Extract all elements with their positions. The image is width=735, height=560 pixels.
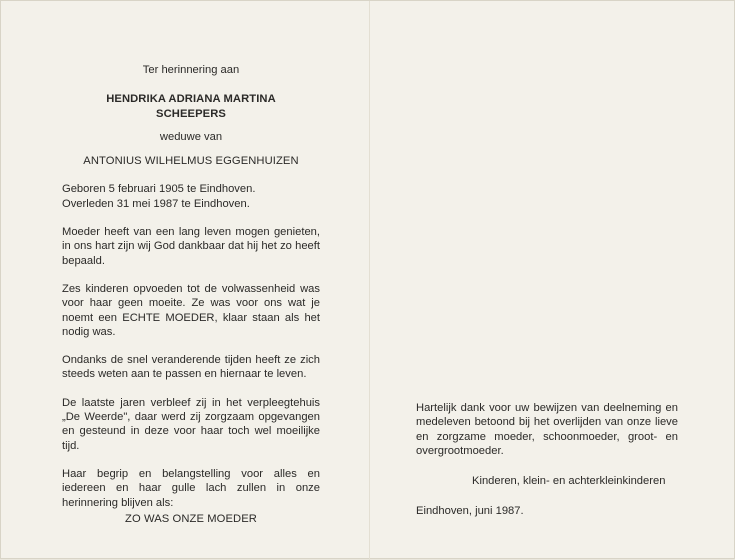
paragraph-2: Zes kinderen opvoeden tot de volwassenheid was voor haar geen moeite. Ze was voor ons wat je noemt een ECHTE MOEDER, klaar staan als het nodig was. xyxy=(62,282,320,338)
left-page xyxy=(62,63,320,526)
closing-line: ZO WAS ONZE MOEDER xyxy=(125,512,257,525)
right-page xyxy=(416,401,678,519)
death-line: Overleden 31 mei 1987 te Eindhoven. xyxy=(62,197,250,210)
place-date-line: Eindhoven, juni 1987. xyxy=(416,505,524,518)
deceased-name-line1: HENDRIKA ADRIANA MARTINA xyxy=(106,93,276,106)
thanks-paragraph: Hartelijk dank voor uw bewijzen van deelneming en medeleven betoond bij het overlijden van onze lieve en zorgzame moeder, schoonmoeder, groot- en overgrootmoeder. xyxy=(416,402,678,457)
spouse-name: ANTONIUS WILHELMUS EGGENHUIZEN xyxy=(83,155,299,168)
intro-text: Ter herinnering aan xyxy=(142,64,240,76)
relation-text: weduwe van xyxy=(159,130,223,143)
card-fold xyxy=(369,1,370,560)
paragraph-5: Haar begrip en belangstelling voor alles en iedereen en haar gulle lach zullen in onze herinnering blijven als: xyxy=(62,467,320,509)
paragraph-3: Ondanks de snel veranderende tijden heeft ze zich steeds weten aan te passen en hiernaar te leven. xyxy=(62,354,320,381)
deceased-name-line2: SCHEEPERS xyxy=(156,107,226,120)
signature-line: Kinderen, klein- en achterkleinkinderen xyxy=(472,475,666,488)
paragraph-4: De laatste jaren verbleef zij in het verpleegtehuis „De Weerde", daar werd zij zorgzaam opgevangen en gesteund in deze voor haar toch wel moeilijke tijd. xyxy=(62,396,320,452)
paragraph-1: Moeder heeft van een lang leven mogen genieten, in ons hart zijn wij God dankbaar dat hij het zo heeft bepaald. xyxy=(62,226,320,267)
birth-line: Geboren 5 februari 1905 te Eindhoven. xyxy=(62,183,256,196)
